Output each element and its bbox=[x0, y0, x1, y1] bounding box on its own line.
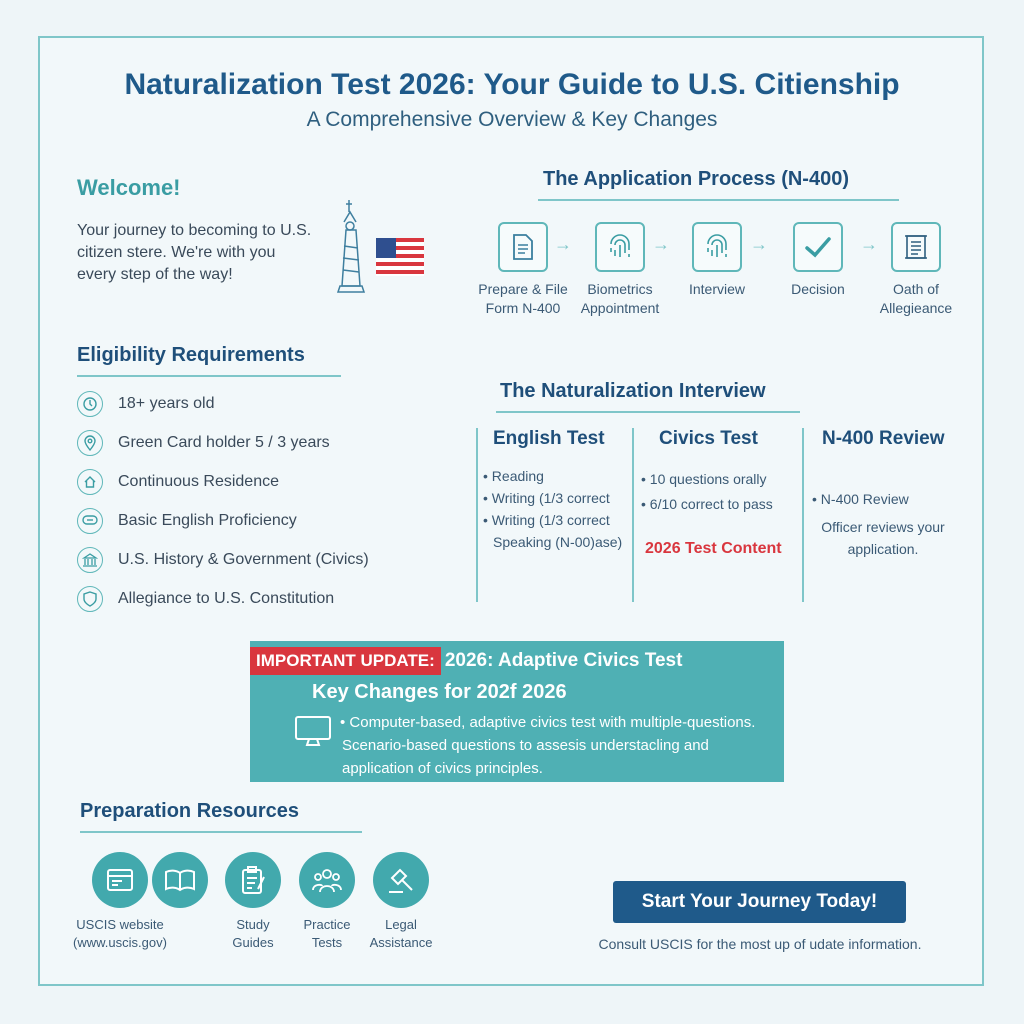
resource-label: Practice bbox=[303, 917, 351, 932]
resource-label: (www.uscis.gov) bbox=[73, 935, 167, 950]
checkmark-icon bbox=[793, 222, 843, 272]
capitol-icon bbox=[77, 547, 103, 573]
page-subtitle: A Comprehensive Overview & Key Changes bbox=[306, 108, 718, 131]
interview-heading: The Naturalization Interview bbox=[496, 380, 800, 413]
update-headline: 2026: Adaptive Civics Test bbox=[444, 650, 683, 671]
english-test-bullet: Speaking (N-00)ase) bbox=[493, 534, 623, 550]
monitor-icon bbox=[294, 715, 332, 752]
update-line: application of civics principles. bbox=[342, 760, 543, 777]
resource-label: Study bbox=[236, 917, 270, 932]
step-label: Decision bbox=[791, 281, 845, 297]
english-test-bullet: • Reading bbox=[483, 468, 544, 484]
gavel-icon bbox=[373, 852, 429, 908]
uscis-note: Consult USCIS for the most up of udate information. bbox=[598, 936, 922, 952]
eligibility-label: U.S. History & Government (Civics) bbox=[118, 550, 369, 568]
eligibility-label: 18+ years old bbox=[118, 394, 215, 412]
eligibility-item bbox=[77, 501, 437, 540]
english-test-column bbox=[482, 428, 630, 553]
welcome-text bbox=[77, 220, 347, 286]
eligibility-item bbox=[77, 579, 437, 618]
process-steps bbox=[474, 222, 968, 332]
civics-test-column bbox=[638, 428, 800, 558]
location-pin-icon bbox=[77, 430, 103, 456]
browser-icon bbox=[92, 852, 148, 908]
important-update-panel bbox=[250, 641, 784, 782]
resource-study-guides[interactable] bbox=[144, 852, 216, 908]
resource-legal-assistance[interactable] bbox=[358, 852, 444, 952]
n400-review-title: N-400 Review bbox=[822, 428, 945, 449]
n400-review-bullet: • N-400 Review bbox=[812, 491, 909, 507]
eligibility-heading: Eligibility Requirements bbox=[77, 344, 341, 377]
welcome-line: every step of the way! bbox=[77, 266, 233, 283]
column-divider bbox=[632, 428, 634, 602]
step-label: Form N-400 bbox=[485, 300, 561, 316]
group-icon bbox=[299, 852, 355, 908]
important-update-badge: IMPORTANT UPDATE: bbox=[250, 647, 441, 675]
eligibility-label: Green Card holder 5 / 3 years bbox=[118, 433, 330, 451]
speech-bubble-icon bbox=[77, 508, 103, 534]
update-line: • Computer-based, adaptive civics test with multiple-questions. bbox=[340, 714, 756, 731]
n400-review-desc: Officer reviews your bbox=[821, 519, 945, 535]
step-label: Prepare & File bbox=[478, 281, 568, 297]
eligibility-label: Basic English Proficiency bbox=[118, 511, 297, 529]
arrow-right-icon: → bbox=[860, 234, 878, 254]
house-icon bbox=[77, 469, 103, 495]
resource-label: Tests bbox=[311, 935, 343, 950]
english-test-title: English Test bbox=[493, 428, 605, 449]
document-icon bbox=[498, 222, 548, 272]
process-heading: The Application Process (N-400) bbox=[538, 168, 899, 201]
resource-label: Legal bbox=[385, 917, 417, 932]
arrow-right-icon: → bbox=[554, 234, 572, 254]
civics-test-highlight: 2026 Test Content bbox=[645, 540, 782, 557]
page-title: Naturalization Test 2026: Your Guide to U.S. Citienship bbox=[124, 68, 900, 101]
resource-practice-tests[interactable] bbox=[286, 852, 368, 952]
resource-label: USCIS website bbox=[76, 917, 164, 932]
fingerprint-icon bbox=[595, 222, 645, 272]
welcome-heading: Welcome! bbox=[77, 175, 181, 200]
process-step-decision bbox=[768, 222, 868, 299]
english-test-bullet: • Writing (1/3 correct bbox=[483, 490, 610, 506]
n400-review-desc: application. bbox=[847, 541, 919, 557]
eligibility-item bbox=[77, 462, 437, 501]
resources-heading: Preparation Resources bbox=[80, 800, 362, 833]
step-label: Appointment bbox=[580, 300, 660, 316]
process-step-oath bbox=[866, 222, 966, 318]
scroll-icon bbox=[891, 222, 941, 272]
fingerprint-icon bbox=[692, 222, 742, 272]
column-divider bbox=[476, 428, 478, 602]
resource-study-guides-label[interactable] bbox=[212, 852, 294, 952]
arrow-right-icon: → bbox=[652, 234, 670, 254]
step-label: Interview bbox=[688, 281, 746, 297]
clipboard-icon bbox=[225, 852, 281, 908]
clock-icon bbox=[77, 391, 103, 417]
statue-of-liberty-flag-icon bbox=[336, 196, 428, 301]
welcome-line: citizen stere. We're with you bbox=[77, 244, 276, 261]
step-label: Allegieance bbox=[879, 300, 953, 316]
civics-test-bullet: • 6/10 correct to pass bbox=[641, 496, 773, 512]
eligibility-list bbox=[77, 384, 437, 618]
eligibility-label: Allegiance to U.S. Constitution bbox=[118, 589, 335, 607]
step-label: Oath of bbox=[893, 281, 939, 297]
welcome-line: Your journey to becoming to U.S. bbox=[77, 222, 312, 239]
eligibility-item bbox=[77, 423, 437, 462]
civics-test-bullet: • 10 questions orally bbox=[641, 471, 767, 487]
civics-test-title: Civics Test bbox=[659, 428, 758, 449]
eligibility-item bbox=[77, 384, 437, 423]
eligibility-item bbox=[77, 540, 437, 579]
english-test-bullet: • Writing (1/3 correct bbox=[483, 512, 610, 528]
update-line: Scenario-based questions to assesis understacling and bbox=[342, 737, 709, 754]
start-journey-button[interactable]: Start Your Journey Today! bbox=[613, 881, 906, 923]
shield-icon bbox=[77, 586, 103, 612]
update-subhead: Key Changes for 202f 2026 bbox=[312, 681, 567, 703]
step-label: Biometrics bbox=[587, 281, 653, 297]
n400-review-column bbox=[808, 428, 968, 560]
arrow-right-icon: → bbox=[750, 234, 768, 254]
resource-label: Guides bbox=[232, 935, 274, 950]
column-divider bbox=[802, 428, 804, 602]
book-icon bbox=[152, 852, 208, 908]
resource-label: Assistance bbox=[369, 935, 433, 950]
eligibility-label: Continuous Residence bbox=[118, 472, 279, 490]
